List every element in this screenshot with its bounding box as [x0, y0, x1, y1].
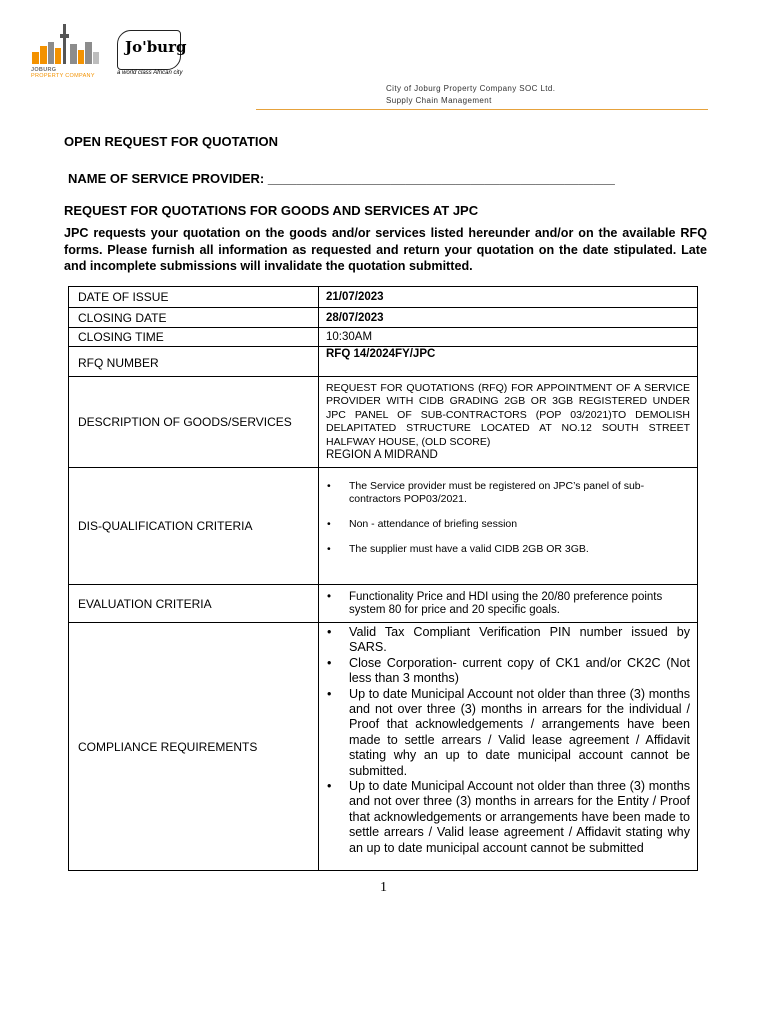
list-item: • Close Corporation- current copy of CK1 and/or CK2C (Not less than 3 months) — [319, 656, 697, 687]
jpc-name-line2: PROPERTY COMPANY — [31, 73, 95, 79]
joburg-tagline: a world class African city — [117, 70, 183, 76]
table-row — [69, 347, 698, 377]
table-row — [69, 377, 698, 468]
description-value: REQUEST FOR QUOTATIONS (RFQ) FOR APPOINTMENT OF A SERVICE PROVIDER WITH CIDB GRADING 2GB OR 3GB REGISTERED UNDER JPC PANEL OF SUB-CONTRACTORS (POP 03/2021)TO DEMOLISH DELAPITATED STRUCTURE LOCATED AT NO.12 SOUTH STREET HALFWAY HOUSE, (OLD SCORE) — [326, 381, 690, 448]
evaluation-cell — [319, 585, 698, 623]
list-item: • The Service provider must be registered on JPC’s panel of sub-contractors POP03/2021. — [319, 480, 697, 506]
company-name: City of Joburg Property Company SOC Ltd. — [386, 84, 556, 93]
request-heading: REQUEST FOR QUOTATIONS FOR GOODS AND SERVICES AT JPC — [64, 203, 479, 218]
compliance-list — [319, 625, 697, 856]
date-of-issue-value: 21/07/2023 — [319, 287, 698, 308]
closing-date-value: 28/07/2023 — [319, 308, 698, 328]
department-name: Supply Chain Management — [386, 96, 492, 105]
table-row — [69, 287, 698, 308]
rfq-details-table — [68, 286, 698, 871]
description-cell — [319, 377, 698, 468]
list-item: • The supplier must have a valid CIDB 2GB OR 3GB. — [319, 543, 697, 556]
list-item: • Up to date Municipal Account not older than three (3) months and not over three (3) months in arrears for the individual / Proof that acknowledgements / arrangements have been made to settle arrears / Valid lease agreement / Affidavit stating why an up to date municipal account cannot be submitted. — [319, 687, 697, 779]
table-row — [69, 585, 698, 623]
description-region: REGION A MIDRAND — [326, 449, 438, 461]
closing-time-value: 10:30AM — [319, 328, 698, 347]
jpc-logo — [30, 22, 100, 78]
joburg-logo — [114, 30, 198, 78]
table-row — [69, 623, 698, 871]
closing-date-label: CLOSING DATE — [69, 308, 319, 328]
jpc-skyline-icon — [30, 22, 100, 66]
date-of-issue-label: DATE OF ISSUE — [69, 287, 319, 308]
joburg-wordmark: Jo'burg — [125, 38, 187, 56]
page-number: 1 — [380, 880, 387, 895]
compliance-label: COMPLIANCE REQUIREMENTS — [69, 623, 319, 871]
rfq-number-value: RFQ 14/2024FY/JPC — [319, 347, 698, 377]
company-header — [386, 83, 555, 107]
intro-paragraph: JPC requests your quotation on the goods and/or services listed hereunder and/or on the available RFQ forms. Please furnish all information as requested and return your quotation on the date stipulated. Late and incomplete submissions will invalidate the quotation submitted. — [64, 226, 707, 273]
disqualification-cell — [319, 468, 698, 585]
description-label: DESCRIPTION OF GOODS/SERVICES — [69, 377, 319, 468]
service-provider-line: NAME OF SERVICE PROVIDER: ________________________________________________ — [68, 171, 615, 186]
table-row — [69, 328, 698, 347]
document-title: OPEN REQUEST FOR QUOTATION — [64, 134, 279, 149]
disqualification-list — [319, 480, 697, 556]
evaluation-list — [319, 591, 677, 617]
table-row — [69, 468, 698, 585]
evaluation-label: EVALUATION CRITERIA — [69, 585, 319, 623]
table-row — [69, 308, 698, 328]
rfq-number-label: RFQ NUMBER — [69, 347, 319, 377]
compliance-cell — [319, 623, 698, 871]
list-item: • Up to date Municipal Account not older than three (3) months and not over three (3) months in arrears for the Entity / Proof that acknowledgements or arrangements have been made to settle arrears / Valid lease agreement / Affidavit stating why an up to date municipal account cannot be submitted — [319, 779, 697, 856]
closing-time-label: CLOSING TIME — [69, 328, 319, 347]
list-item: • Non - attendance of briefing session — [319, 518, 697, 531]
list-item: • Functionality Price and HDI using the 20/80 preference points system 80 for price and 20 specific goals. — [319, 591, 677, 617]
list-item: • Valid Tax Compliant Verification PIN number issued by SARS. — [319, 625, 697, 656]
header-divider — [256, 109, 708, 110]
disqualification-label: DIS-QUALIFICATION CRITERIA — [69, 468, 319, 585]
jpc-name-line1: JOBURG — [31, 67, 57, 73]
